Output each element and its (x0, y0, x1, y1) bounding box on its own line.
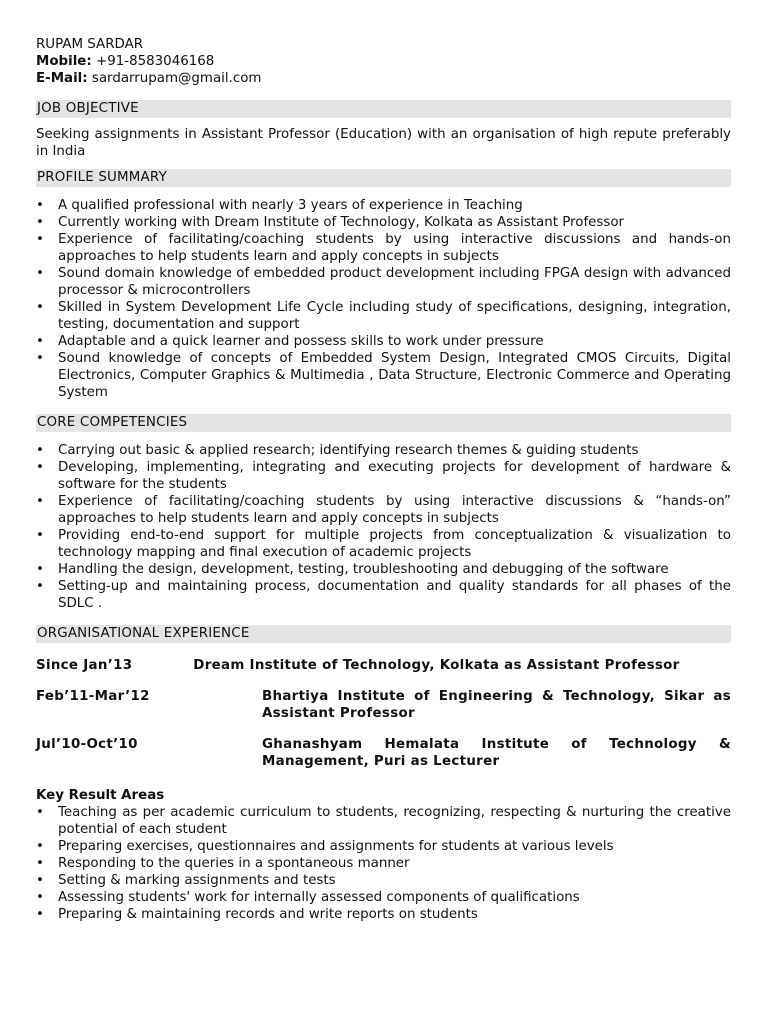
email-label: E-Mail: (36, 71, 88, 86)
bullet-icon: • (36, 856, 44, 871)
list-item: • Sound domain knowledge of embedded product development including FPGA design with advanced processor & microcontrollers (36, 266, 731, 298)
experience-details: Ghanashyam Hemalata Institute of Technology & Management, Puri as Lecturer (262, 737, 731, 769)
list-item: • Carrying out basic & applied research; identifying research themes & guiding students (36, 443, 639, 458)
bullet-icon: • (36, 562, 44, 577)
list-item: • Experience of facilitating/coaching students by using interactive discussions and hands-on approaches to help students learn and apply concepts in subjects (36, 232, 731, 264)
job-objective-text: Seeking assignments in Assistant Professor (Education) with an organisation of high repute preferably in India (36, 127, 731, 159)
profile-summary-list (36, 197, 731, 401)
list-item: • Sound knowledge of concepts of Embedded System Design, Integrated CMOS Circuits, Digital Electronics, Computer Graphics & Multimedia , Data Structure, Electronic Commerce and Operating System (36, 351, 731, 400)
bullet-icon: • (36, 890, 44, 905)
list-item: • Responding to the queries in a spontaneous manner (36, 856, 410, 871)
experience-period: Jul’10-Oct’10 (36, 737, 138, 752)
bullet-icon: • (36, 805, 44, 820)
core-competencies-list (36, 442, 731, 612)
key-result-areas-heading: Key Result Areas (36, 788, 165, 803)
bullet-icon: • (36, 198, 44, 213)
list-item: • Adaptable and a quick learner and possess skills to work under pressure (36, 334, 544, 349)
resume-page (36, 36, 731, 923)
bullet-icon: • (36, 528, 44, 543)
bullet-icon: • (36, 300, 44, 315)
mobile-label: Mobile: (36, 54, 92, 69)
bullet-icon: • (36, 351, 44, 366)
section-heading-profile-summary: PROFILE SUMMARY (36, 169, 731, 187)
list-item: • Setting-up and maintaining process, documentation and quality standards for all phases of the SDLC . (36, 579, 731, 611)
list-item: • Setting & marking assignments and tests (36, 873, 336, 888)
bullet-icon: • (36, 579, 44, 594)
list-item: • Developing, implementing, integrating and executing projects for development of hardware & software for the students (36, 460, 731, 492)
email-line (36, 70, 731, 87)
bullet-icon: • (36, 839, 44, 854)
email-address: sardarrupam@gmail.com (91, 71, 262, 86)
contact-block (36, 36, 731, 87)
list-item: • Preparing & maintaining records and write reports on students (36, 907, 478, 922)
bullet-icon: • (36, 494, 44, 509)
section-heading-job-objective: JOB OBJECTIVE (36, 100, 731, 118)
list-item: • Providing end-to-end support for multiple projects from conceptualization & visualization to technology mapping and final execution of academic projects (36, 528, 731, 560)
bullet-icon: • (36, 232, 44, 247)
experience-period: Feb’11-Mar’12 (36, 689, 150, 704)
list-item: • Assessing students' work for internally assessed components of qualifications (36, 890, 580, 905)
list-item: • Handling the design, development, testing, troubleshooting and debugging of the software (36, 562, 669, 577)
key-result-areas-list (36, 804, 731, 923)
bullet-icon: • (36, 873, 44, 888)
section-heading-core-competencies: CORE COMPETENCIES (36, 414, 731, 432)
bullet-icon: • (36, 266, 44, 281)
list-item: • A qualified professional with nearly 3 years of experience in Teaching (36, 198, 523, 213)
experience-entry (36, 657, 731, 674)
experience-entry (36, 736, 731, 770)
bullet-icon: • (36, 907, 44, 922)
mobile-line (36, 53, 731, 70)
list-item: • Experience of facilitating/coaching students by using interactive discussions & “hands-on” approaches to help students learn and apply concepts in subjects (36, 494, 731, 526)
bullet-icon: • (36, 443, 44, 458)
list-item: • Skilled in System Development Life Cycle including study of specifications, designing, integration, testing, documentation and support (36, 300, 731, 332)
bullet-icon: • (36, 334, 44, 349)
experience-details: Bhartiya Institute of Engineering & Technology, Sikar as Assistant Professor (262, 689, 731, 721)
list-item: • Currently working with Dream Institute of Technology, Kolkata as Assistant Professor (36, 215, 625, 230)
experience-details: Dream Institute of Technology, Kolkata as Assistant Professor (193, 658, 680, 673)
mobile-number: +91-8583046168 (96, 54, 215, 69)
list-item: • Teaching as per academic curriculum to students, recognizing, respecting & nurturing the creative potential of each student (36, 805, 731, 837)
bullet-icon: • (36, 215, 44, 230)
candidate-name: RUPAM SARDAR (36, 37, 144, 52)
bullet-icon: • (36, 460, 44, 475)
experience-period: Since Jan’13 (36, 658, 133, 673)
section-heading-organisational-experience: ORGANISATIONAL EXPERIENCE (36, 625, 731, 643)
list-item: • Preparing exercises, questionnaires and assignments for students at various levels (36, 839, 614, 854)
experience-entry (36, 688, 731, 722)
